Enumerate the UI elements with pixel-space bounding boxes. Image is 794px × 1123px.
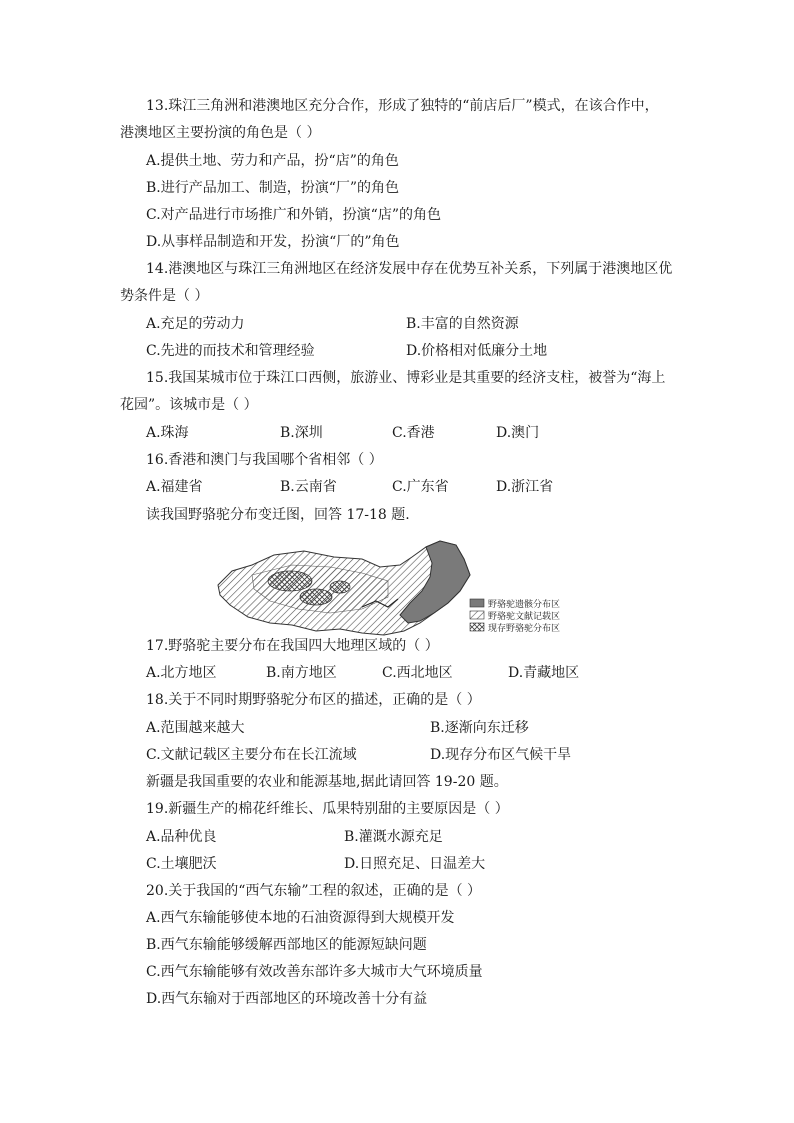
q19-option-b: B.灌溉水源充足 (344, 829, 443, 845)
legend-label-fossil: 野骆驼遗骸分布区 (488, 600, 561, 610)
q17-option-b: B.南方地区 (266, 665, 337, 681)
q20-option-a: A.西气东输能够使本地的石油资源得到大规模开发 (146, 910, 455, 926)
q17-option-a: A.北方地区 (146, 665, 217, 681)
existing-area-mid (300, 589, 332, 605)
legend-swatch-existing (470, 623, 484, 631)
q19-option-c: C.土壤肥沃 (146, 856, 217, 872)
q19-option-a: A.品种优良 (146, 829, 217, 845)
legend-swatch-fossil (470, 599, 484, 607)
intro-17-18: 读我国野骆驼分布变迁图，回答 17-18 题. (146, 507, 410, 523)
q20-stem: 20.关于我国的“西气东输”工程的叙述，正确的是（ ） (146, 883, 482, 899)
q18-option-b: B.逐渐向东迁移 (430, 720, 529, 736)
wild-camel-distribution-map (212, 537, 592, 637)
q15-option-d: D.澳门 (496, 425, 540, 441)
q13-option-b: B.进行产品加工、制造，扮演“厂”的角色 (146, 180, 400, 196)
q17-option-c: C.西北地区 (382, 665, 453, 681)
q14-option-b: B.丰富的自然资源 (406, 316, 519, 332)
q15-option-b: B.深圳 (280, 425, 323, 441)
q16-option-a: A.福建省 (146, 479, 203, 495)
q13-stem-line2: 港澳地区主要扮演的角色是（ ） (120, 125, 321, 141)
q14-stem-line1: 14.港澳地区与珠江三角洲地区在经济发展中存在优势互补关系，下列属于港澳地区优 (146, 261, 673, 277)
q15-option-c: C.香港 (392, 425, 435, 441)
legend-swatch-literature (470, 611, 484, 619)
q16-option-d: D.浙江省 (496, 479, 554, 495)
q14-option-c: C.先进的而技术和管理经验 (146, 343, 315, 359)
q18-option-c: C.文献记载区主要分布在长江流域 (146, 747, 357, 763)
existing-area-east (330, 581, 350, 593)
map-svg (212, 537, 592, 637)
q20-option-b: B.西气东输能够缓解西部地区的能源短缺问题 (146, 937, 427, 953)
q19-stem: 19.新疆生产的棉花纤维长、瓜果特别甜的主要原因是（ ） (146, 801, 509, 817)
q14-option-d: D.价格相对低廉分土地 (406, 343, 548, 359)
q18-option-a: A.范围越来越大 (146, 720, 245, 736)
q20-option-c: C.西气东输能够有效改善东部许多大城市大气环境质量 (146, 964, 483, 980)
q16-option-c: C.广东省 (392, 479, 449, 495)
q14-option-a: A.充足的劳动力 (146, 316, 245, 332)
q13-option-a: A.提供土地、劳力和产品，扮“店”的角色 (146, 153, 399, 169)
q13-option-d: D.从事样品制造和开发，扮演“厂的”角色 (146, 234, 400, 250)
q18-stem: 18.关于不同时期野骆驼分布区的描述，正确的是（ ） (146, 692, 481, 708)
q15-stem-line1: 15.我国某城市位于珠江口西侧，旅游业、博彩业是其重要的经济支柱，被誉为“海上 (146, 370, 666, 386)
q18-option-d: D.现存分布区气候干旱 (430, 747, 572, 763)
q17-stem: 17.野骆驼主要分布在我国四大地理区域的（ ） (146, 638, 439, 654)
q15-option-a: A.珠海 (146, 425, 189, 441)
q17-option-d: D.青藏地区 (508, 665, 580, 681)
q14-stem-line2: 势条件是（ ） (120, 288, 209, 304)
q13-stem-line1: 13.珠江三角洲和港澳地区充分合作，形成了独特的“前店后厂”模式，在该合作中， (146, 98, 659, 114)
legend-label-existing: 现存野骆驼分布区 (488, 624, 561, 634)
existing-area-west (268, 571, 312, 591)
intro-19-20: 新疆是我国重要的农业和能源基地,据此请回答 19-20 题。 (146, 774, 508, 790)
q20-option-d: D.西气东输对于西部地区的环境改善十分有益 (146, 991, 428, 1007)
q19-option-d: D.日照充足、日温差大 (344, 856, 486, 872)
q16-stem: 16.香港和澳门与我国哪个省相邻（ ） (146, 452, 383, 468)
legend-label-literature: 野骆驼文献记载区 (488, 612, 561, 622)
q13-option-c: C.对产品进行市场推广和外销，扮演“店”的角色 (146, 207, 441, 223)
q15-stem-line2: 花园”。该城市是（ ） (120, 397, 258, 413)
q16-option-b: B.云南省 (280, 479, 337, 495)
